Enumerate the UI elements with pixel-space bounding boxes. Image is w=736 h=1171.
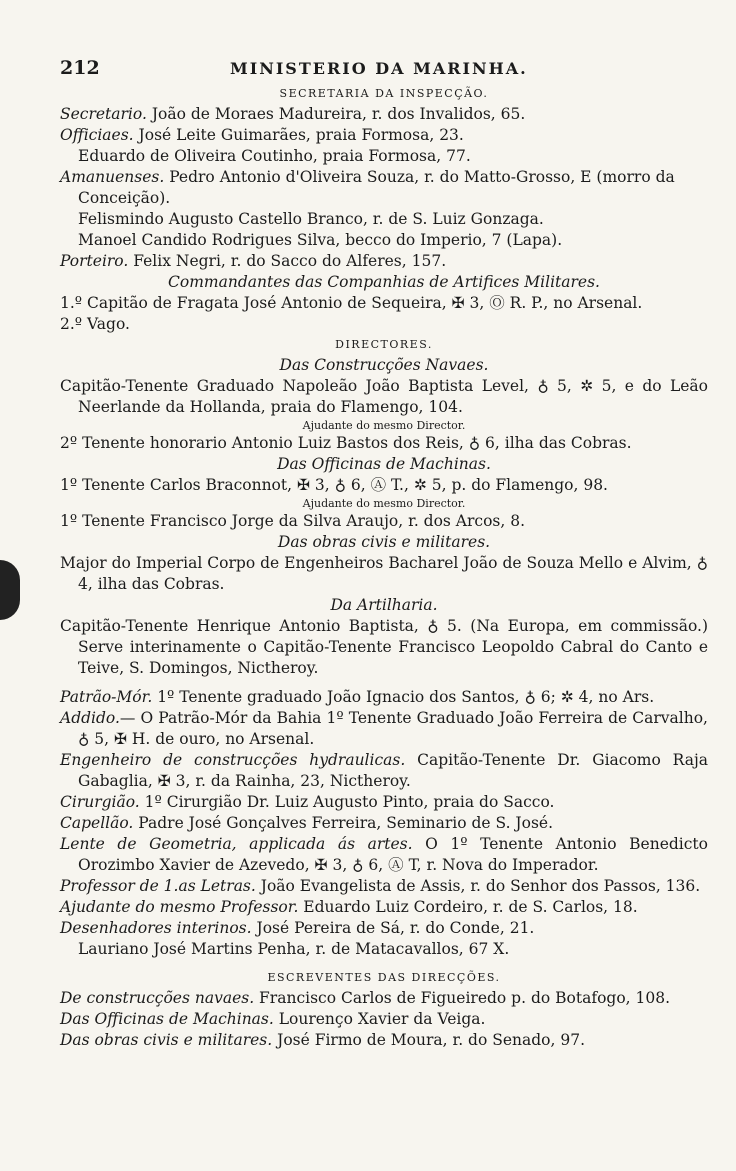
page-header: [60, 58, 708, 82]
subsection-title: Das Officinas de Machinas.: [277, 455, 491, 473]
entry-line: Porteiro. Felix Negri, r. do Sacco do Alferes, 157.: [60, 252, 447, 270]
entry-line: Addido.— O Patrão-Mór da Bahia 1º Tenente Graduado João Ferreira de Carvalho, ♁ 5, ✠ H. de ouro, no Arsenal.: [60, 709, 708, 748]
subsection-title: Da Artilharia.: [330, 596, 438, 614]
entry-line: Engenheiro de construcções hydraulicas. Capitão-Tenente Dr. Giacomo Raja Gabaglia, ✠ 3, r. da Rainha, 23, Nictheroy.: [60, 751, 708, 790]
subsection-title: Das Construcções Navaes.: [279, 356, 489, 374]
section-title-directores: DIRECTORES.: [335, 338, 433, 351]
assistant-label: Ajudante do mesmo Director.: [302, 419, 466, 432]
section-escreventes: [60, 988, 708, 1051]
document-page: [60, 58, 708, 1051]
entry-line: Ajudante do mesmo Professor. Eduardo Luiz Cordeiro, r. de S. Carlos, 18.: [60, 898, 638, 916]
entry-line: 1.º Capitão de Fragata José Antonio de Sequeira, ✠ 3, Ⓞ R. P., no Arsenal.: [60, 294, 643, 312]
entry-line: Major do Imperial Corpo de Engenheiros Bacharel João de Souza Mello e Alvim, ♁ 4, ilha das Cobras.: [60, 554, 708, 593]
section-staff: [60, 687, 708, 960]
entry-line: 2º Tenente honorario Antonio Luiz Bastos dos Reis, ♁ 6, ilha das Cobras.: [60, 434, 632, 452]
assistant-label: Ajudante do mesmo Director.: [302, 497, 466, 510]
binding-mark: [0, 560, 20, 620]
entry-line: Desenhadores interinos. José Pereira de Sá, r. do Conde, 21.: [60, 919, 535, 937]
entry-line: Manoel Candido Rodrigues Silva, becco do Imperio, 7 (Lapa).: [78, 231, 563, 249]
entry-line: Capitão-Tenente Graduado Napoleão João Baptista Level, ♁ 5, ✲ 5, e do Leão Neerlande da Hollanda, praia do Flamengo, 104.: [60, 377, 708, 416]
entry-line: De construcções navaes. Francisco Carlos de Figueiredo p. do Botafogo, 108.: [60, 989, 671, 1007]
entry-line: Eduardo de Oliveira Coutinho, praia Formosa, 77.: [78, 147, 471, 165]
entry-line: Lente de Geometria, applicada ás artes. O 1º Tenente Antonio Benedicto Orozimbo Xavier de Azevedo, ✠ 3, ♁ 6, Ⓐ T, r. Nova do Imperador.: [60, 835, 708, 874]
section-title-commandantes: Commandantes das Companhias de Artifices Militares.: [168, 273, 600, 291]
section-title-secretaria: SECRETARIA DA INSPECÇÃO.: [279, 87, 489, 100]
entry-line: 2.º Vago.: [60, 315, 130, 333]
running-title: MINISTERIO DA MARINHA.: [230, 59, 528, 78]
entry-line: Amanuenses. Pedro Antonio d'Oliveira Souza, r. do Matto-Grosso, E (morro da Conceição).: [60, 168, 675, 207]
entry-line: Secretario. João de Moraes Madureira, r. dos Invalidos, 65.: [60, 105, 526, 123]
entry-line: Das obras civis e militares. José Firmo de Moura, r. do Senado, 97.: [60, 1031, 586, 1049]
entry-line: 1º Tenente Francisco Jorge da Silva Araujo, r. dos Arcos, 8.: [60, 512, 526, 530]
entry-line: Professor de 1.as Letras. João Evangelista de Assis, r. do Senhor dos Passos, 136.: [60, 877, 701, 895]
entry-line: Cirurgião. 1º Cirurgião Dr. Luiz Augusto Pinto, praia do Sacco.: [60, 793, 555, 811]
entry-line: Capellão. Padre José Gonçalves Ferreira, Seminario de S. José.: [60, 814, 554, 832]
entry-line: Felismindo Augusto Castello Branco, r. de S. Luiz Gonzaga.: [78, 210, 544, 228]
section-title-escreventes: ESCREVENTES DAS DIRECÇÕES.: [267, 971, 501, 984]
entry-line: Officiaes. José Leite Guimarães, praia Formosa, 23.: [60, 126, 464, 144]
entry-line: Capitão-Tenente Henrique Antonio Baptista, ♁ 5. (Na Europa, em commissão.) Serve interinamente o Capitão-Tenente Francisco Leopoldo Cabral do Canto e Teive, S. Domingos, Nictheroy.: [60, 617, 708, 677]
page-number: 212: [60, 57, 100, 79]
entry-line: Patrão-Mór. 1º Tenente graduado João Ignacio dos Santos, ♁ 6; ✲ 4, no Ars.: [60, 688, 655, 706]
entry-line: Das Officinas de Machinas. Lourenço Xavier da Veiga.: [60, 1010, 486, 1028]
subsection-title: Das obras civis e militares.: [277, 533, 491, 551]
entry-line: 1º Tenente Carlos Braconnot, ✠ 3, ♁ 6, Ⓐ T., ✲ 5, p. do Flamengo, 98.: [60, 476, 608, 494]
entry-line: Lauriano José Martins Penha, r. de Matacavallos, 67 X.: [78, 940, 510, 958]
section-secretaria: [60, 104, 708, 272]
